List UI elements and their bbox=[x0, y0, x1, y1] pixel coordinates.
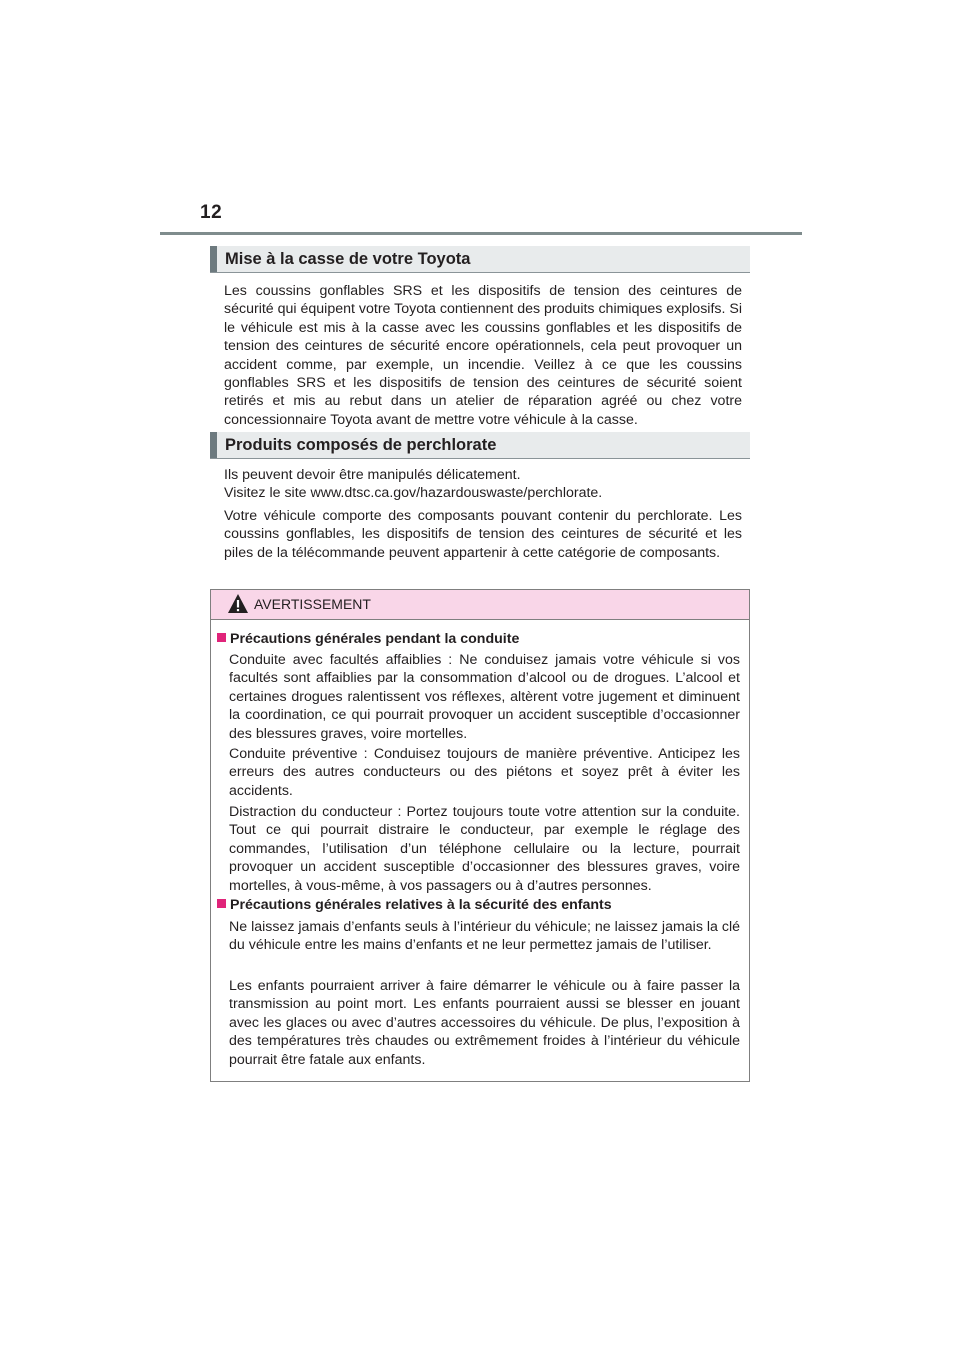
disposal-paragraph: Les coussins gonflables SRS et les dispositifs de tension des ceintures de sécurité qui équipent votre Toyota contiennent des produits chimiques explosifs. Si le véhicule est mis à la casse avec les coussins gonflables et les dispositifs de tension des ceintures de sécurité encore opérationnels, cela peut provoquer un accident comme, par exemple, un incendie. Veillez à ce que les coussins gonflables SRS et les dispositifs de tension des ceintures de sécurité soient retirés et mis au rebut dans un atelier de réparation agréé ou chez votre concessionnaire Toyota avant de mettre votre véhicule à la casse. bbox=[224, 283, 742, 428]
bullet-square-icon bbox=[217, 899, 226, 908]
warning-paragraph: Ne laissez jamais d’enfants seuls à l’intérieur du véhicule; ne laissez jamais la clé du véhicule entre les mains d’enfants et ne leur permettez jamais de l’utiliser. bbox=[229, 919, 740, 954]
warning-paragraph: Les enfants pourraient arriver à faire démarrer le véhicule ou à faire passer la transmission au point mort. Les enfants pourraient aussi se blesser en jouant avec les glaces ou avec d’autres accessoires du véhicule. De plus, l’exposition à des températures très chaudes ou extrêmement froides à l’intérieur du véhicule pourrait être fatale aux enfants. bbox=[229, 978, 740, 1068]
warning-paragraph: Conduite avec facultés affaiblies : Ne conduisez jamais votre véhicule si vos facultés sont affaiblies par la consommation d’alcool ou de drogues. L’alcool et certaines drogues ralentissent vos réflexes, altèrent votre jugement et diminuent la coordination, ce qui pourrait provoquer un accident susceptible d’occasionner des blessures graves, voire mortelles. bbox=[229, 652, 740, 742]
warning-heading-text: Précautions générales pendant la conduite bbox=[230, 631, 520, 647]
warning-heading-text: Précautions générales relatives à la sécurité des enfants bbox=[230, 897, 612, 913]
section-heading-perchlorate bbox=[210, 432, 750, 459]
perchlorate-paragraph: Votre véhicule comporte des composants pouvant contenir du perchlorate. Les coussins gonflables, les dispositifs de tension des ceintures de sécurité et les piles de la télécommande peuvent appartenir à cette catégorie de composants. bbox=[224, 508, 742, 561]
section-title: Mise à la casse de votre Toyota bbox=[225, 250, 471, 268]
perchlorate-line-1: Ils peuvent devoir être manipulés délicatement. bbox=[224, 467, 521, 483]
section-heading-disposal bbox=[210, 246, 750, 273]
warning-label: AVERTISSEMENT bbox=[254, 596, 371, 612]
warning-header bbox=[211, 590, 749, 620]
warning-triangle-icon bbox=[227, 593, 249, 614]
section-title: Produits composés de perchlorate bbox=[225, 436, 497, 454]
warning-paragraph: Distraction du conducteur : Portez toujours toute votre attention sur la conduite. Tout ce qui pourrait distraire le conducteur, par exemple le réglage des commandes, l’utilisation d’un téléphone cellulaire ou la lecture, pourrait provoquer un accident susceptible d’occasionner des blessures graves, voire mortelles, à vous-même, à vos passagers ou à d’autres personnes. bbox=[229, 804, 740, 894]
warning-heading-driving bbox=[217, 630, 743, 648]
top-rule bbox=[160, 232, 802, 235]
warning-box bbox=[210, 589, 750, 1082]
section-heading-bar bbox=[210, 246, 217, 272]
warning-paragraph: Conduite préventive : Conduisez toujours de manière préventive. Anticipez les erreurs des autres conducteurs ou des piétons et soyez prêt à éviter les accidents. bbox=[229, 746, 740, 799]
section-heading-bar bbox=[210, 432, 217, 458]
warning-heading-children bbox=[217, 896, 743, 914]
perchlorate-line-2: Visitez le site www.dtsc.ca.gov/hazardouswaste/perchlorate. bbox=[224, 485, 603, 501]
page-number: 12 bbox=[200, 202, 223, 223]
bullet-square-icon bbox=[217, 633, 226, 642]
